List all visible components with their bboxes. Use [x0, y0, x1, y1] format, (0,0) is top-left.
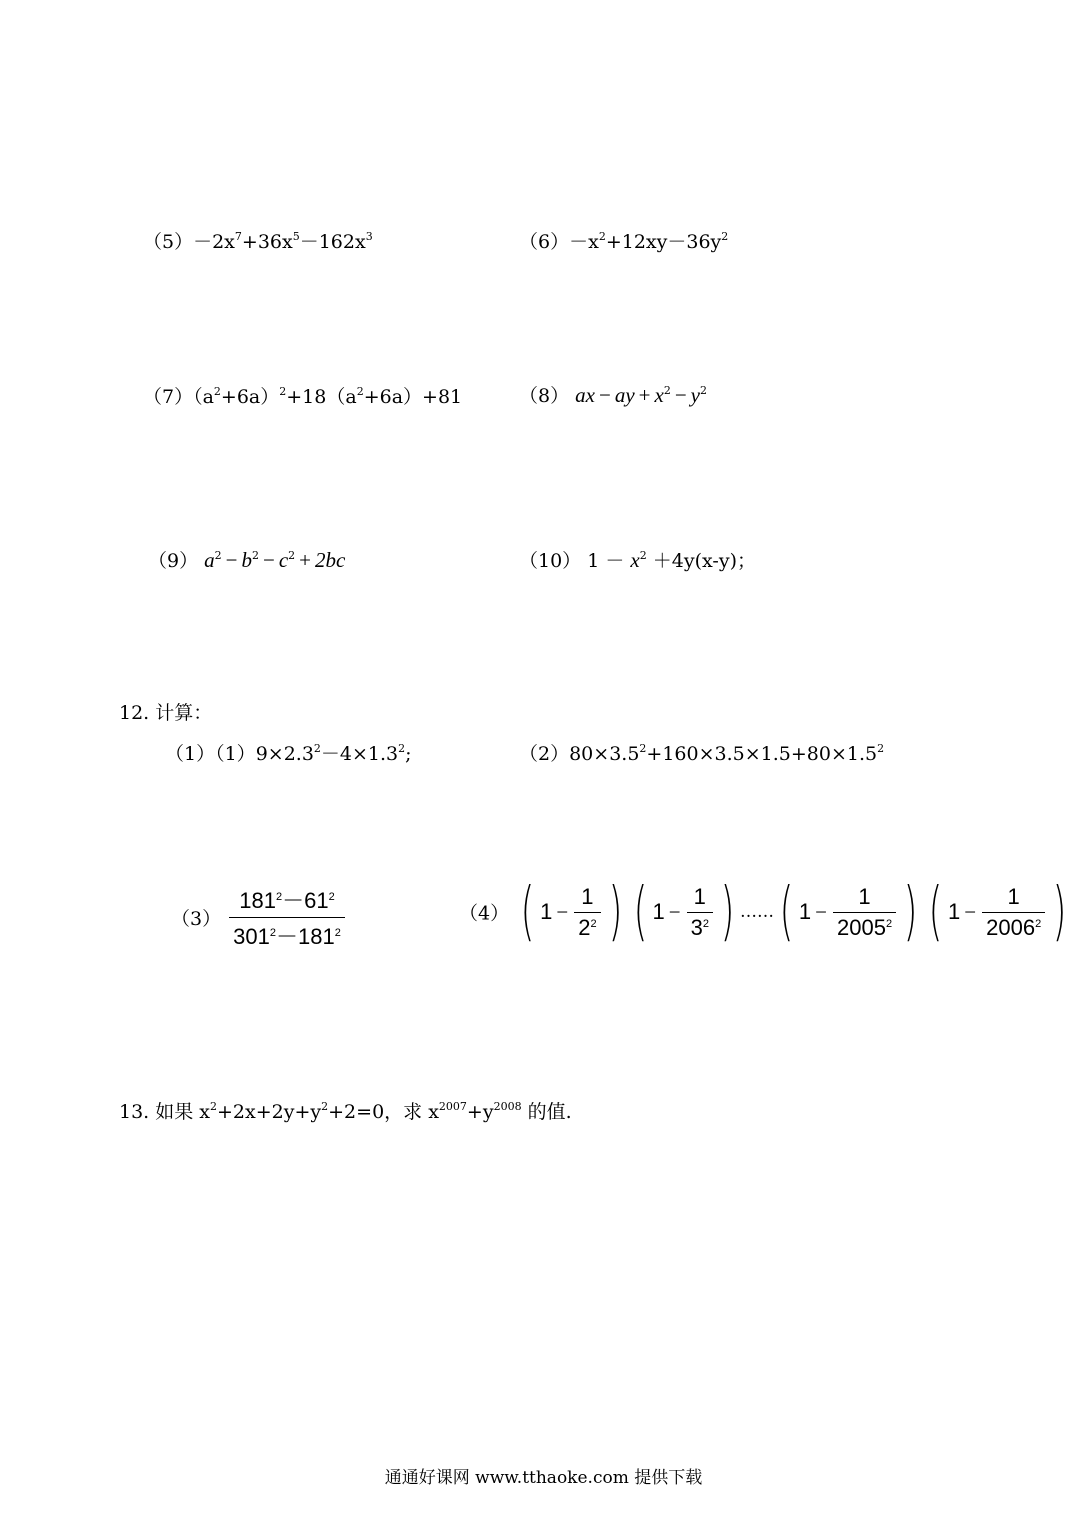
- problem-8: （8） ax − ay + $x^2 - y^2$: [519, 383, 707, 407]
- problem-label: （10）: [519, 550, 582, 572]
- factor-4: ( 1 − $\frac{1}{2006^2}$ ): [928, 875, 1067, 949]
- problem-label: （9）: [148, 550, 199, 572]
- question-13: 13. 如果 $x^2+2x+2y+y^2+2=0$，求 $x^{2007}+y^{2008}$ 的值.: [119, 1100, 572, 1123]
- problem-5: $(5)-2x^7+36x^5-162x^3$: [143, 230, 373, 253]
- problem-12-1: $(1)(1)9\times 2.3^2-4\times 1.3^2$;: [165, 742, 412, 765]
- ellipsis: ……: [739, 902, 774, 922]
- page-footer: 通通好课网 www.tthaoke.com 提供下载: [384, 1468, 703, 1488]
- problem-12-4: [459, 875, 1072, 949]
- factor-3: ( 1 − $\frac{1}{2005^2}$ ): [779, 875, 918, 949]
- problem-label: （1）（1）: [165, 743, 256, 765]
- problem-9: （9） $a^2 - b^2 - c^2 + 2bc$: [148, 548, 346, 572]
- problem-label: （6）: [519, 231, 570, 253]
- problem-12-2: $(2)80\times 3.5^2+160\times 3.5\times 1.5+80\times 1.5^2$: [519, 742, 885, 765]
- problem-12-3: [171, 884, 347, 951]
- problem-6: $(6)-x^2+12xy-36y^2$: [519, 230, 729, 253]
- problem-7: $(7)(a^2+6a)^2+18(a^2+6a)+81$: [143, 385, 463, 408]
- problem-10: （10） $1 - x^2 +4y(x-y)$；: [519, 548, 756, 572]
- problem-label: （8）: [519, 385, 570, 407]
- factor-1: ( 1 − $\frac{1}{2^2}$ ): [520, 875, 622, 949]
- problem-label: （7）: [143, 386, 194, 408]
- fraction: $\frac{181^2-61^2}{301^2-181^2}$: [229, 884, 345, 951]
- problem-label: （2）: [519, 743, 570, 765]
- problem-label: （3）: [171, 908, 222, 930]
- problem-label: （4）: [459, 902, 510, 925]
- problem-label: （5）: [143, 231, 194, 253]
- question-12-heading: 12. 计算：: [119, 702, 213, 724]
- factor-2: ( 1 − $\frac{1}{3^2}$ ): [633, 875, 735, 949]
